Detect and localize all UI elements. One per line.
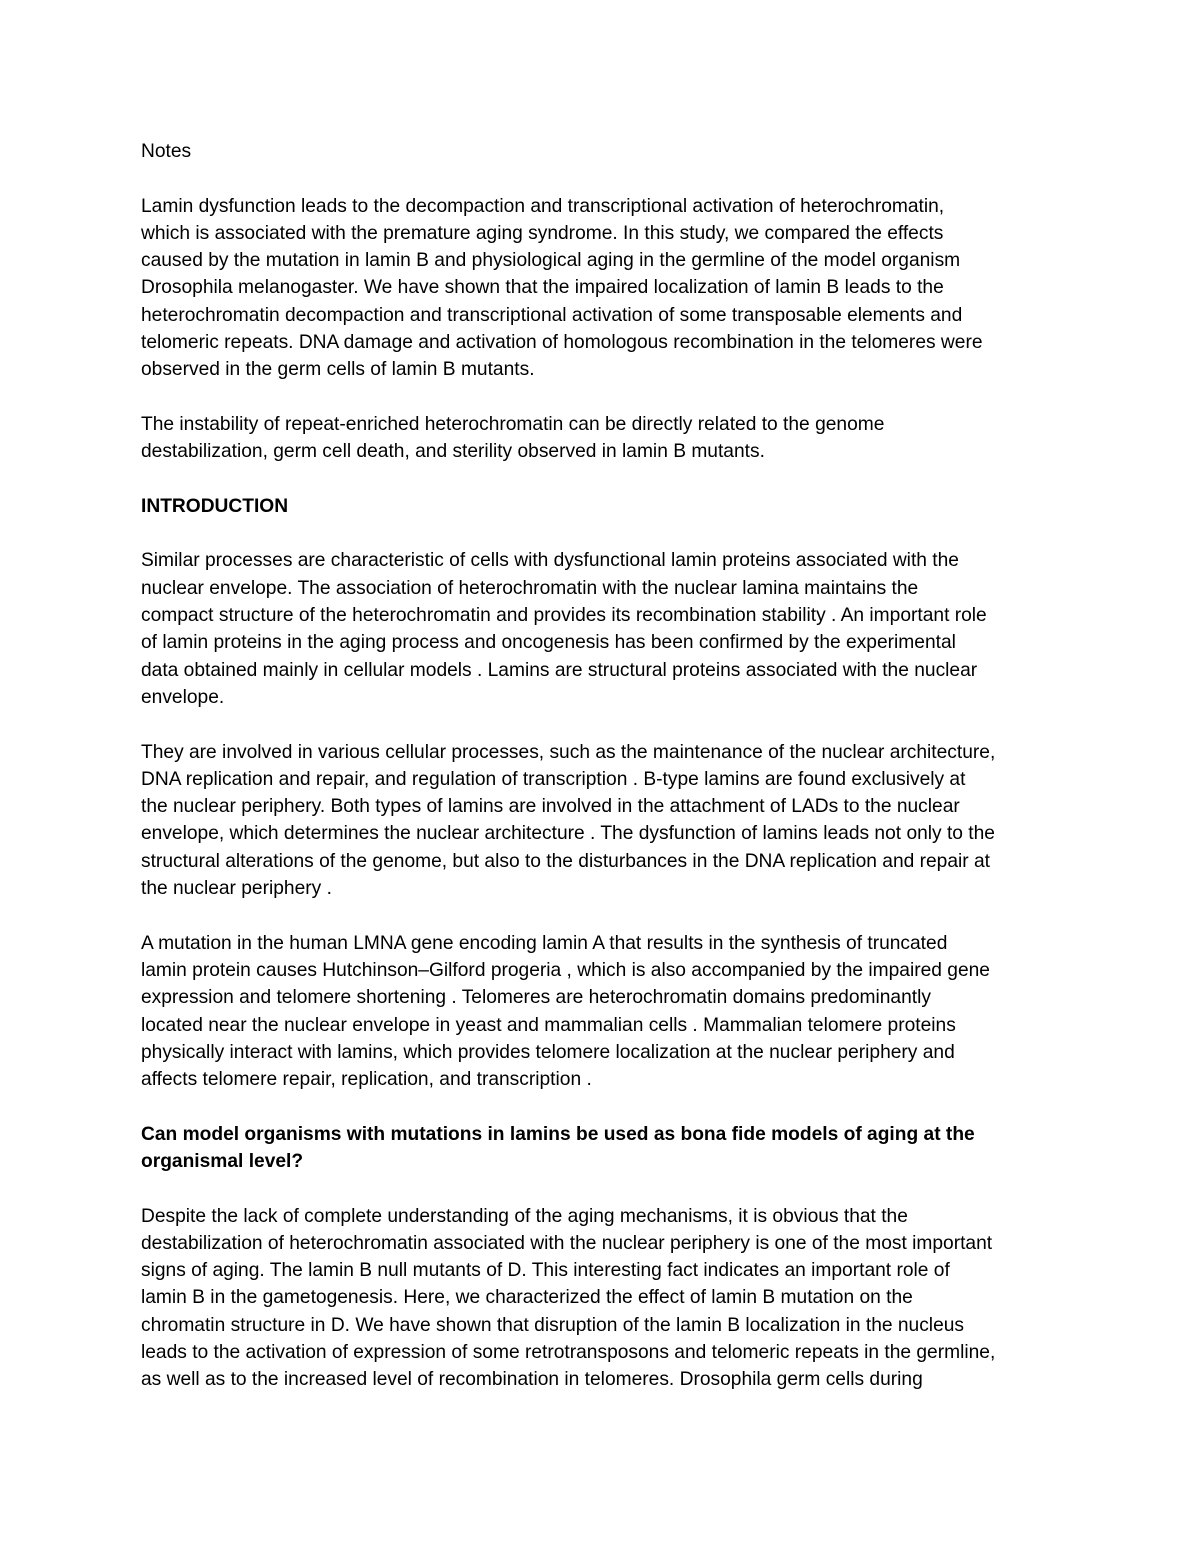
text-line: envelope, which determines the nuclear architecture . The dysfunction of lamins leads not only to the — [141, 823, 995, 845]
text-line: caused by the mutation in lamin B and physiological aging in the germline of the model organism — [141, 250, 961, 272]
text-line: the nuclear periphery . — [141, 878, 332, 900]
text-line: observed in the germ cells of lamin B mutants. — [141, 359, 535, 381]
text-line: destabilization of heterochromatin associated with the nuclear periphery is one of the most important — [141, 1232, 993, 1254]
text-line: destabilization, germ cell death, and sterility observed in lamin B mutants. — [141, 441, 765, 463]
text-line: as well as to the increased level of recombination in telomeres. Drosophila germ cells during — [141, 1369, 923, 1391]
abstract-paragraph-2 — [141, 411, 1066, 466]
text-line: Drosophila melanogaster. We have shown that the impaired localization of lamin B leads to the — [141, 277, 944, 299]
text-line: heterochromatin decompaction and transcriptional activation of some transposable elements and — [141, 304, 963, 326]
text-line: lamin protein causes Hutchinson–Gilford progeria , which is also accompanied by the impaired gene — [141, 959, 990, 981]
text-line: the nuclear periphery. Both types of lamins are involved in the attachment of LADs to the nuclear — [141, 796, 960, 818]
introduction-paragraph-1 — [141, 547, 1066, 711]
text-line: They are involved in various cellular processes, such as the maintenance of the nuclear architecture, — [141, 741, 996, 763]
document-page — [141, 138, 1066, 1421]
heading-line: Can model organisms with mutations in lamins be used as bona fide models of aging at the — [141, 1123, 975, 1145]
document-title: Notes — [141, 141, 192, 162]
text-line: signs of aging. The lamin B null mutants of D. This interesting fact indicates an important role of — [141, 1260, 950, 1282]
text-line: envelope. — [141, 686, 225, 708]
introduction-heading: INTRODUCTION — [141, 495, 289, 517]
introduction-paragraph-2 — [141, 739, 1066, 903]
introduction-paragraph-3 — [141, 930, 1066, 1094]
text-line: telomeric repeats. DNA damage and activation of homologous recombination in the telomeres were — [141, 332, 983, 354]
question-heading — [141, 1121, 1066, 1176]
text-line: which is associated with the premature aging syndrome. In this study, we compared the effects — [141, 222, 944, 244]
text-line: DNA replication and repair, and regulation of transcription . B-type lamins are found exclusively at — [141, 768, 966, 790]
document-title-block — [141, 138, 1066, 165]
text-line: Similar processes are characteristic of cells with dysfunctional lamin proteins associated with the — [141, 550, 959, 572]
abstract-paragraph-1 — [141, 193, 1066, 384]
text-line: affects telomere repair, replication, and transcription . — [141, 1069, 592, 1091]
text-line: nuclear envelope. The association of heterochromatin with the nuclear lamina maintains the — [141, 577, 919, 599]
text-line: The instability of repeat-enriched heterochromatin can be directly related to the genome — [141, 413, 885, 435]
text-line: compact structure of the heterochromatin and provides its recombination stability . An important role — [141, 605, 987, 627]
text-line: of lamin proteins in the aging process and oncogenesis has been confirmed by the experimental — [141, 632, 956, 654]
text-line: Despite the lack of complete understanding of the aging mechanisms, it is obvious that the — [141, 1205, 908, 1227]
text-line: data obtained mainly in cellular models . Lamins are structural proteins associated with the nuclear — [141, 659, 978, 681]
text-line: Lamin dysfunction leads to the decompaction and transcriptional activation of heterochromatin, — [141, 195, 945, 217]
text-line: physically interact with lamins, which provides telomere localization at the nuclear periphery and — [141, 1041, 955, 1063]
text-line: chromatin structure in D. We have shown that disruption of the lamin B localization in the nucleus — [141, 1314, 965, 1336]
text-line: leads to the activation of expression of some retrotransposons and telomeric repeats in the germline, — [141, 1342, 996, 1364]
introduction-heading-block — [141, 493, 1066, 520]
text-line: lamin B in the gametogenesis. Here, we characterized the effect of lamin B mutation on the — [141, 1287, 913, 1309]
text-line: expression and telomere shortening . Telomeres are heterochromatin domains predominantly — [141, 987, 931, 1009]
heading-line: organismal level? — [141, 1150, 304, 1172]
text-line: A mutation in the human LMNA gene encoding lamin A that results in the synthesis of truncated — [141, 932, 948, 954]
text-line: located near the nuclear envelope in yeast and mammalian cells . Mammalian telomere proteins — [141, 1014, 956, 1036]
text-line: structural alterations of the genome, but also to the disturbances in the DNA replication and repair at — [141, 850, 990, 872]
question-paragraph — [141, 1203, 1066, 1394]
